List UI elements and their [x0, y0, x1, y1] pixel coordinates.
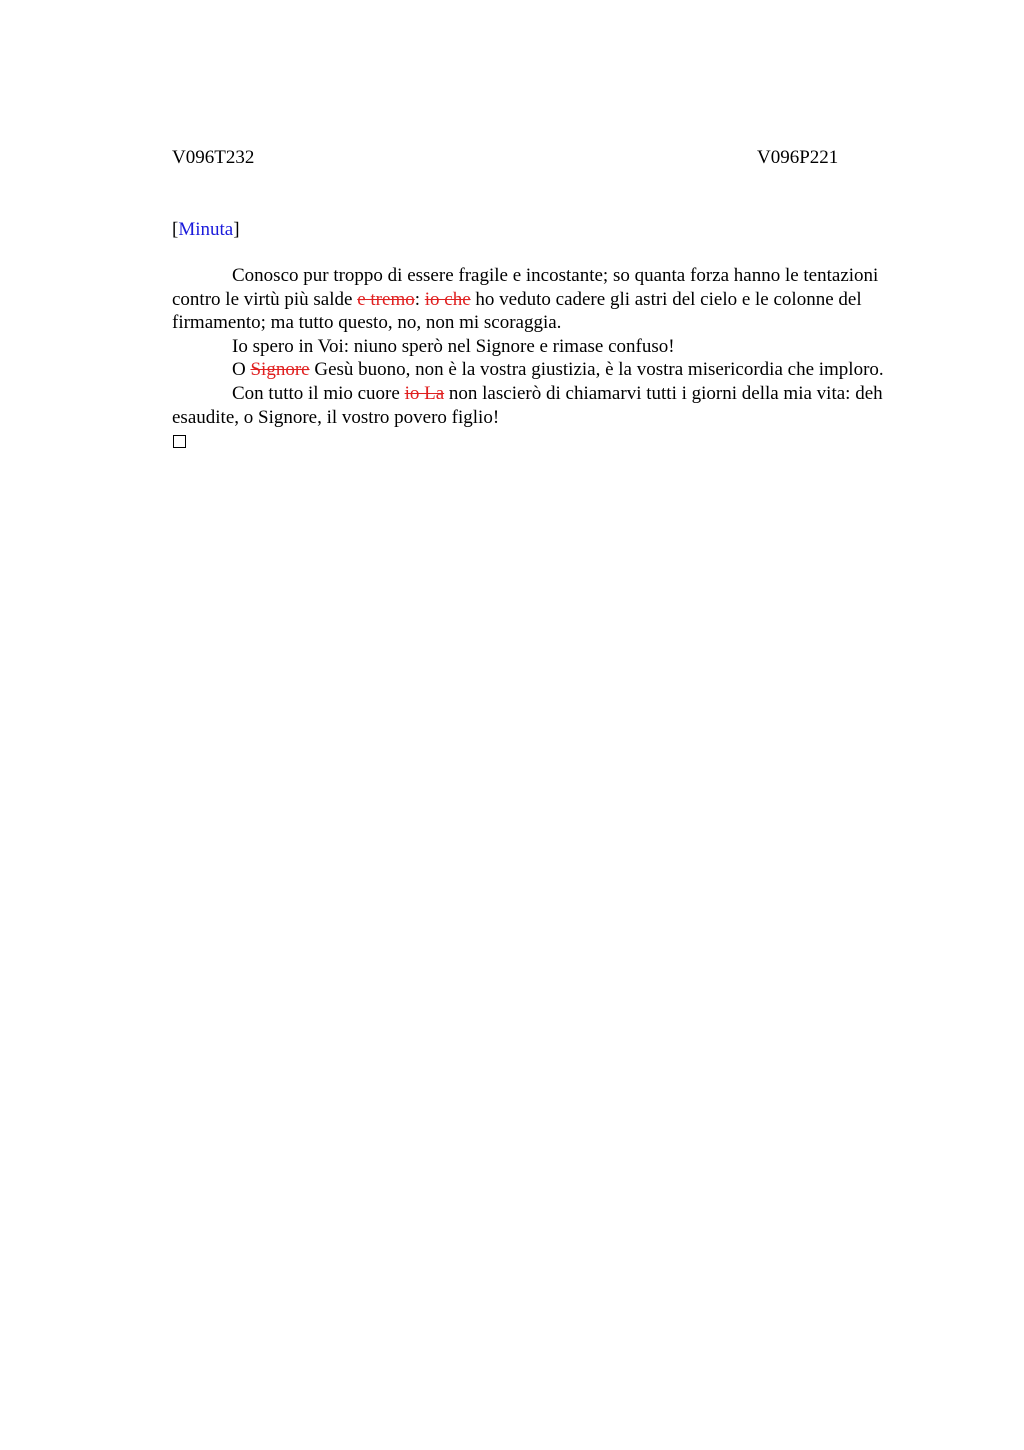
document-header [172, 146, 912, 170]
text-run: Io spero in Voi: niuno sperò nel Signore e rimase confuso! [232, 335, 675, 357]
empty-square-icon [173, 435, 186, 448]
text-run: O [232, 359, 251, 381]
document-type-tag [172, 218, 240, 242]
page-code: V096P221 [757, 147, 839, 168]
text-run: ho veduto cadere gli astri del cielo e le colonne del firmamento; ma tutto questo, no, non mi scoraggia. [172, 288, 862, 334]
document-page [172, 146, 912, 428]
text-run: : [414, 288, 425, 310]
text-run: Con tutto il mio cuore [232, 382, 405, 404]
tag-name: Minuta [178, 219, 234, 240]
paragraph-3 [172, 358, 912, 382]
paragraph-4 [172, 382, 912, 429]
text-run: non lascierò di chiamarvi tutti i giorni della mia vita: deh esaudite, o Signore, il vostro povero figlio! [172, 382, 883, 428]
deleted-text: io che [424, 288, 471, 310]
deleted-text: Signore [250, 359, 310, 381]
text-code: V096T232 [172, 147, 255, 168]
tag-open-bracket: [ [172, 219, 179, 240]
deleted-text: e tremo [357, 288, 415, 310]
paragraph-2 [172, 335, 912, 359]
text-run: Gesù buono, non è la vostra giustizia, è la vostra misericordia che imploro. [309, 359, 884, 381]
deleted-text: io La [404, 382, 445, 404]
text-run: Conosco pur troppo di essere fragile e incostante; so quanta forza hanno le tentazioni contro le virtù più salde [172, 265, 879, 310]
paragraph-1 [172, 264, 912, 335]
tag-close-bracket: ] [233, 219, 240, 240]
document-body [172, 264, 912, 448]
